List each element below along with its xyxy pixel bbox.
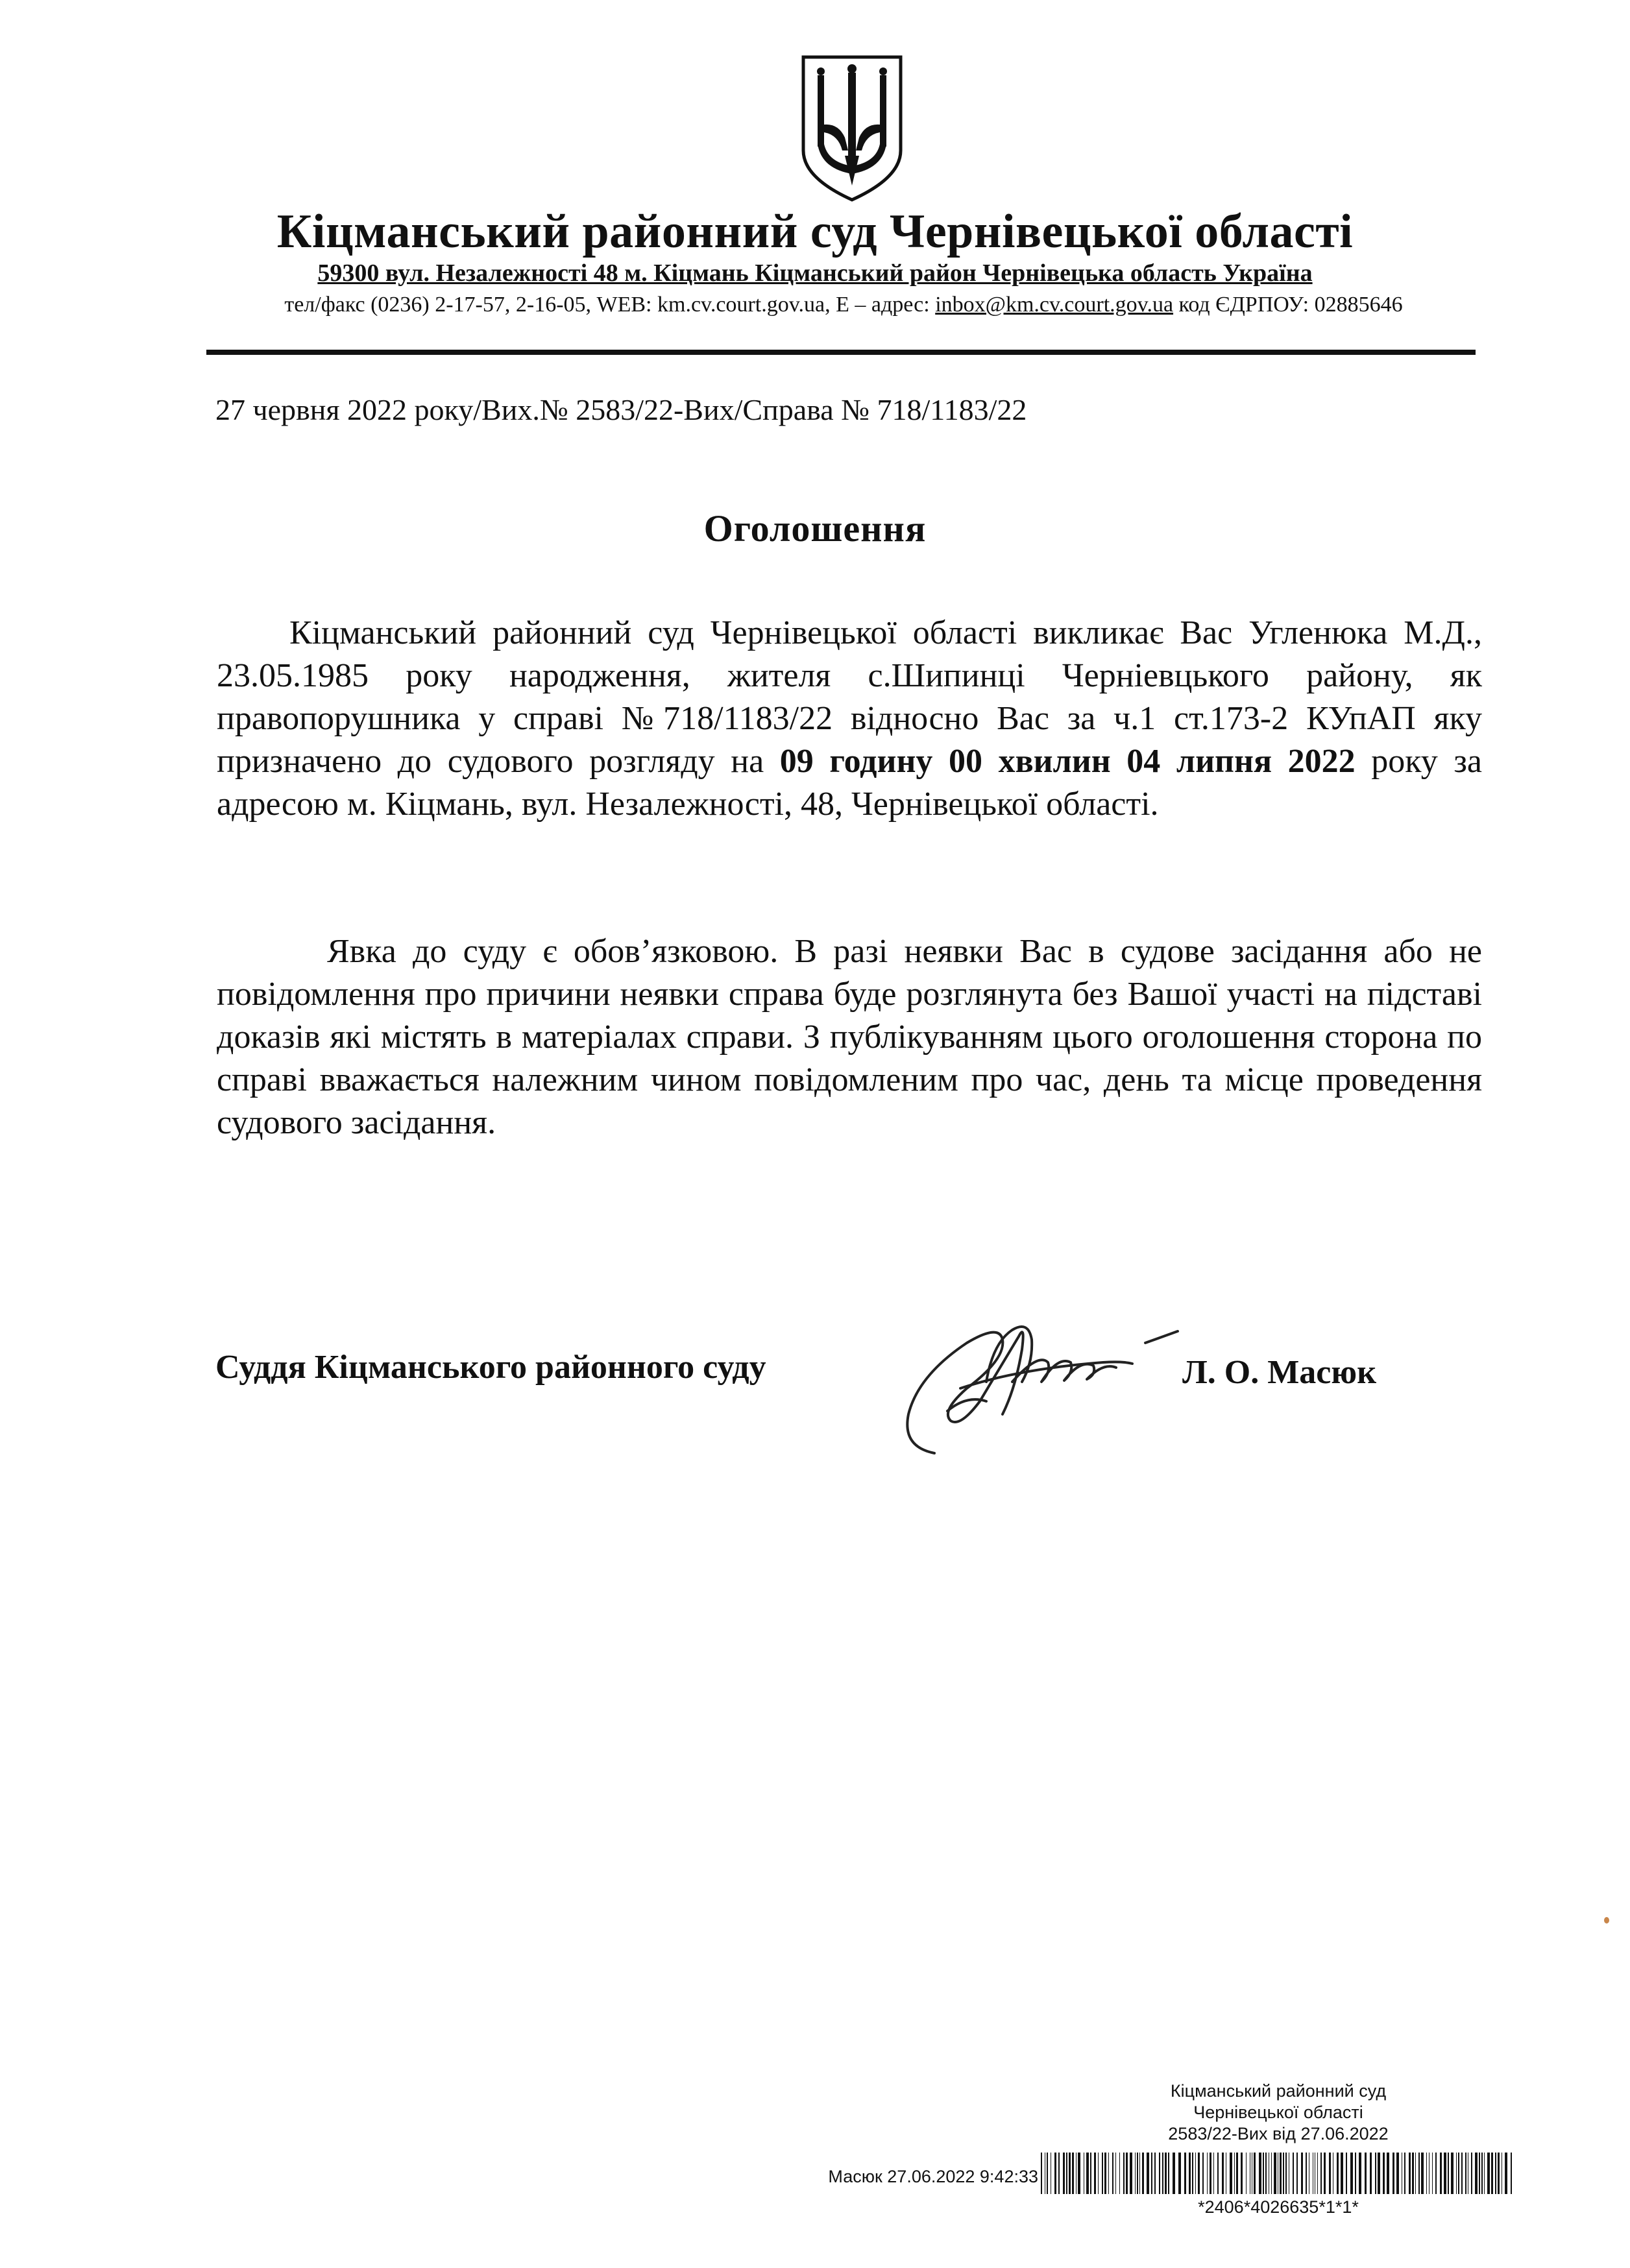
barcode-bar: [1184, 2153, 1186, 2194]
barcode-bar: [1383, 2153, 1385, 2194]
barcode-bar: [1378, 2153, 1380, 2194]
barcode-bar: [1217, 2153, 1219, 2194]
barcode-bar: [1069, 2153, 1071, 2194]
barcode-bar: [1189, 2153, 1191, 2194]
barcode-bar: [1041, 2153, 1042, 2194]
handwritten-signature: [889, 1291, 1194, 1466]
barcode-bar: [1458, 2153, 1459, 2194]
stamp-org-line2: Чернівецької області: [1193, 2103, 1363, 2122]
barcode-bar: [1370, 2153, 1372, 2194]
barcode-bar: [1173, 2153, 1175, 2194]
registration-stamp-org: [1064, 2081, 1492, 2145]
barcode-bar: [1421, 2153, 1424, 2194]
barcode-bar: [1058, 2153, 1060, 2194]
barcode-bar: [1301, 2153, 1303, 2194]
barcode-icon: [1041, 2153, 1514, 2194]
signer-title: Суддя Кіцманського районного суду: [215, 1349, 766, 1386]
barcode-bar: [1456, 2153, 1457, 2194]
court-email-link[interactable]: inbox@km.cv.court.gov.ua: [935, 293, 1174, 317]
barcode-bar: [1159, 2153, 1160, 2194]
barcode-bar: [1479, 2153, 1480, 2194]
barcode-bar: [1418, 2153, 1420, 2194]
barcode-bar: [1475, 2153, 1478, 2194]
court-contacts: [208, 291, 1479, 319]
court-name: Кіцманський районний суд Чернівецької області: [276, 205, 1354, 258]
summons-text-a: Кіцманський районний суд Чернівецької області викликає Вас Угленюка М.Д., 23.05.1985 року народження, жителя с.Шипинці Черніевцького району, як правопорушника у справі №718/1183/22 відносно Вас за ч.1 ст.173-2 КУпАП яку призначено до судового розгляду на: [217, 614, 1482, 780]
barcode-bar: [1108, 2153, 1109, 2194]
barcode-bar: [1054, 2153, 1056, 2194]
barcode-bar: [1078, 2153, 1080, 2194]
barcode-bar: [1274, 2153, 1276, 2194]
court-address: 59300 вул. Незалежності 48 м. Кіцмань Кіцманський район Чернівецька область Україна: [317, 259, 1313, 287]
barcode-bar: [1090, 2153, 1091, 2194]
barcode-bar: [1346, 2153, 1347, 2194]
signer-name: Л. О. Масюк: [1182, 1354, 1377, 1391]
barcode-bar: [1317, 2153, 1318, 2194]
document-heading: Оголошення: [703, 507, 927, 549]
barcode-bar: [1271, 2153, 1272, 2194]
barcode-bar: [1135, 2153, 1136, 2194]
coat-of-arms-icon: [799, 53, 905, 204]
barcode-bar: [1471, 2153, 1472, 2194]
attendance-paragraph: Явка до суду є обов’язковою. В разі неявки Вас в судове засідання або не повідомлення про причини неявки справа буде розглянута без Вашої участі на підставі доказів які містять в матеріалах справи. З публікуванням цього оголошення сторона по справі вважається належним чином повідомленим про час, день та місце проведення судового засідання.: [217, 933, 1482, 1141]
barcode-bar: [1098, 2153, 1099, 2194]
barcode-bar: [1435, 2153, 1437, 2194]
barcode-bar: [1086, 2153, 1089, 2194]
barcode-bar: [1337, 2153, 1339, 2194]
barcode-bar: [1293, 2153, 1294, 2194]
stamp-org-line1: Кіцманський районний суд: [1170, 2081, 1387, 2101]
barcode-bar: [1151, 2153, 1152, 2194]
summons-text-b: року за адресою м. Кіцмань, вул. Незалежності, 48, Чернівецької області.: [217, 743, 1483, 823]
barcode-bar: [1285, 2153, 1287, 2194]
barcode-bar: [1484, 2153, 1485, 2194]
barcode-bar: [1210, 2153, 1211, 2194]
barcode-bar: [1192, 2153, 1193, 2194]
barcode-bar: [1396, 2153, 1399, 2194]
barcode-bar: [1154, 2153, 1156, 2194]
barcode-bar: [1280, 2153, 1282, 2194]
barcode-bar: [1375, 2153, 1376, 2194]
barcode-bar: [1066, 2153, 1067, 2194]
barcode-bar: [1198, 2153, 1200, 2194]
barcode-bar: [1115, 2153, 1116, 2194]
barcode-bar: [1444, 2153, 1446, 2194]
barcode-bar: [1355, 2153, 1356, 2194]
barcode-bar: [1207, 2153, 1208, 2194]
barcode-bar: [1147, 2153, 1149, 2194]
barcode-bar: [1142, 2153, 1144, 2194]
barcode-bar: [1241, 2153, 1243, 2194]
barcode-bar: [1461, 2153, 1463, 2194]
barcode-bar: [1195, 2153, 1196, 2194]
barcode-bar: [1283, 2153, 1284, 2194]
barcode-bar: [1165, 2153, 1167, 2194]
barcode-bar: [1102, 2153, 1103, 2194]
barcode-bar: [1415, 2153, 1416, 2194]
barcode-bar: [1341, 2153, 1343, 2194]
barcode-bar: [1409, 2153, 1411, 2194]
paper-spot: [1604, 1917, 1609, 1924]
barcode-bar: [1487, 2153, 1490, 2194]
barcode-bar: [1365, 2153, 1367, 2194]
barcode-bar: [1230, 2153, 1232, 2194]
barcode-bar: [1076, 2153, 1077, 2194]
barcode-bar: [1137, 2153, 1138, 2194]
barcode-bar: [1412, 2153, 1414, 2194]
barcode-bar: [1047, 2153, 1048, 2194]
barcode-bar: [1296, 2153, 1298, 2194]
barcode-bar: [1178, 2153, 1181, 2194]
barcode-bar: [1123, 2153, 1125, 2194]
barcode-bar: [1162, 2153, 1163, 2194]
stamp-registration: 2583/22-Вих від 27.06.2022: [1168, 2124, 1389, 2143]
letterhead-divider: [206, 350, 1476, 355]
barcode-bar: [1254, 2153, 1256, 2194]
barcode-bar: [1126, 2153, 1128, 2194]
barcode-bar: [1222, 2153, 1224, 2194]
barcode-bar: [1451, 2153, 1454, 2194]
reference-line: 27 червня 2022 року/Вих.№ 2583/22-Вих/Справа № 718/1183/22: [215, 393, 1027, 426]
barcode-bar: [1168, 2153, 1169, 2194]
barcode-bar: [1495, 2153, 1496, 2194]
barcode-bar: [1234, 2153, 1235, 2194]
barcode-bar: [1440, 2153, 1442, 2194]
barcode-bar: [1465, 2153, 1466, 2194]
barcode-bar: [1491, 2153, 1493, 2194]
barcode-bar: [1130, 2153, 1132, 2194]
barcode-bar: [1359, 2153, 1361, 2194]
hearing-datetime: 09 годину 00 хвилин 04 липня 2022: [779, 743, 1356, 780]
barcode-bar: [1236, 2153, 1238, 2194]
barcode-bar: [1498, 2153, 1500, 2194]
barcode-bar: [1246, 2153, 1247, 2194]
barcode-bar: [1393, 2153, 1394, 2194]
barcode-bar: [1119, 2153, 1120, 2194]
barcode-bar: [1202, 2153, 1204, 2194]
barcode-bar: [1263, 2153, 1264, 2194]
barcode-bar: [1072, 2153, 1074, 2194]
barcode-bar: [1213, 2153, 1214, 2194]
barcode-bar: [1481, 2153, 1483, 2194]
contacts-prefix: тел/факс (0236) 2-17-57, 2-16-05, WEB: km.cv.court.gov.ua, E – адрес:: [284, 293, 936, 317]
summons-paragraph: [217, 612, 1482, 826]
contacts-suffix: код ЄДРПОУ: 02885646: [1173, 293, 1403, 317]
barcode-bar: [1139, 2153, 1140, 2194]
barcode-bar: [1511, 2153, 1512, 2194]
stamp-code: *2406*4026635*1*1*: [1198, 2197, 1359, 2217]
barcode-bar: [1505, 2153, 1507, 2194]
barcode-bar: [1432, 2153, 1433, 2194]
barcode-bar: [1094, 2153, 1096, 2194]
barcode-bar: [1112, 2153, 1113, 2194]
barcode-bar: [1063, 2153, 1065, 2194]
barcode-bar: [1259, 2153, 1261, 2194]
barcode-bar: [1324, 2153, 1326, 2194]
barcode-bar: [1387, 2153, 1389, 2194]
stamp-signer: Масюк 27.06.2022 9:42:33: [828, 2167, 1038, 2186]
barcode-bar: [1320, 2153, 1322, 2194]
barcode-bar: [1404, 2153, 1405, 2194]
barcode-bar: [1104, 2153, 1106, 2194]
barcode-bar: [1306, 2153, 1307, 2194]
barcode-bar: [1350, 2153, 1353, 2194]
barcode-bar: [1448, 2153, 1449, 2194]
barcode-bar: [1265, 2153, 1267, 2194]
barcode-bar: [1426, 2153, 1427, 2194]
barcode-bar: [1329, 2153, 1331, 2194]
